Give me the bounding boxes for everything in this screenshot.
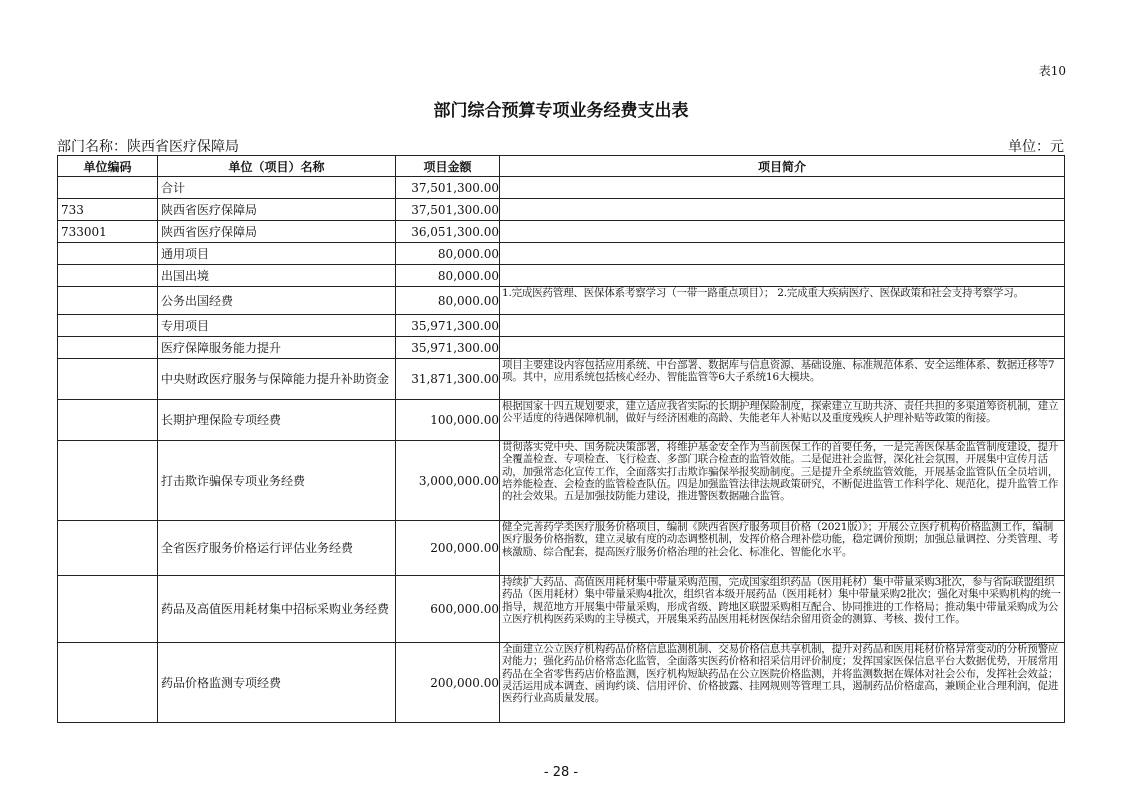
- table-row: [58, 315, 1065, 337]
- cell-name: 专用项目: [158, 315, 396, 337]
- header-description: 项目简介: [500, 156, 1065, 177]
- cell-description: 持续扩大药品、高值医用耗材集中带量采购范围，完成国家组织药品（医用耗材）集中带量采购3批次，参与省际联盟组织药品（医用耗材）集中带量采购4批次，组织省本级开展药品（医用耗材）集中带量采购2批次；强化对集中采购机构的统一指导，规范地方开展集中带量采购，形成省级、跨地区联盟采购相互配合、协同推进的工作格局；推动集中带量采购成为公立医疗机构医药采购的主导模式，开展集采药品医用耗材医保结余留用资金的测算、考核、拨付工作。: [500, 576, 1065, 643]
- department-label: 部门名称：陕西省医疗保障局: [57, 139, 239, 155]
- header-amount: 项目金额: [396, 156, 500, 177]
- cell-amount: 80,000.00: [396, 287, 500, 315]
- cell-name: 中央财政医疗服务与保障能力提升补助资金: [158, 359, 396, 400]
- cell-code: [58, 441, 158, 521]
- cell-name: 医疗保障服务能力提升: [158, 337, 396, 359]
- cell-description: 健全完善药学类医疗服务价格项目，编制《陕西省医疗服务项目价格（2021版）》；开展公立医疗机构价格监测工作，编制医疗服务价格指数，建立灵敏有度的动态调整机制，发挥价格合理补偿功能，稳定调价预期；加强总量调控、分类管理、考核激励、综合配套，提高医疗服务价格治理的社会化、标准化、智能化水平。: [500, 521, 1065, 576]
- cell-description: 1.完成医药管理、医保体系考察学习（一带一路重点项目）； 2.完成重大疾病医疗、医保政策和社会支持考察学习。: [500, 287, 1065, 315]
- table-number: 表10: [1038, 64, 1066, 78]
- cell-name: 陕西省医疗保障局: [158, 199, 396, 221]
- cell-description: [500, 337, 1065, 359]
- cell-amount: 80,000.00: [396, 243, 500, 265]
- table-row: [58, 576, 1065, 643]
- cell-amount: 200,000.00: [396, 521, 500, 576]
- table-row: [58, 243, 1065, 265]
- cell-description: [500, 243, 1065, 265]
- table-row: [58, 400, 1065, 441]
- cell-description: 贯彻落实党中央、国务院决策部署，将维护基金安全作为当前医保工作的首要任务，一是完善医保基金监管制度建设，提升全覆盖检查、专项检查、飞行检查、多部门联合检查的监管效能。二是促进社会监督，深化社会氛围，开展集中宣传月活动，加强常态化宣传工作，全面落实打击欺诈骗保举报奖励制度。三是提升全系统监管效能，开展基金监管队伍全员培训，培养能检查、会检查的监管检查队伍。四是加强监管法律法规政策研究，不断促进监管工作科学化、规范化，提升监管工作的社会效果。五是加强技防能力建设，推进警医数据融合监管。: [500, 441, 1065, 521]
- header-unit-code: 单位编码: [58, 156, 158, 177]
- cell-code: [58, 315, 158, 337]
- cell-name: 全省医疗服务价格运行评估业务经费: [158, 521, 396, 576]
- table-row: [58, 177, 1065, 199]
- cell-amount: 36,051,300.00: [396, 221, 500, 243]
- cell-code: [58, 287, 158, 315]
- budget-table: [57, 155, 1065, 723]
- cell-name: 打击欺诈骗保专项业务经费: [158, 441, 396, 521]
- cell-code: 733: [58, 199, 158, 221]
- cell-name: 药品价格监测专项经费: [158, 643, 396, 723]
- table-row: [58, 337, 1065, 359]
- table-row: [58, 521, 1065, 576]
- cell-code: [58, 265, 158, 287]
- cell-description: 根据国家十四五规划要求，建立适应我省实际的长期护理保险制度，探索建立互助共济、责任共担的多渠道筹资机制，建立公平适度的待遇保障机制，做好与经济困难的高龄、失能老年人补贴以及重度残疾人护理补贴等政策的衔接。: [500, 400, 1065, 441]
- table-header-row: [58, 156, 1065, 177]
- cell-description: [500, 177, 1065, 199]
- cell-name: 出国出境: [158, 265, 396, 287]
- cell-amount: 35,971,300.00: [396, 315, 500, 337]
- cell-name: 药品及高值医用耗材集中招标采购业务经费: [158, 576, 396, 643]
- cell-code: [58, 359, 158, 400]
- table-row: [58, 359, 1065, 400]
- cell-name: 通用项目: [158, 243, 396, 265]
- cell-name: 长期护理保险专项经费: [158, 400, 396, 441]
- cell-name: 合计: [158, 177, 396, 199]
- cell-description: [500, 265, 1065, 287]
- cell-code: [58, 643, 158, 723]
- cell-amount: 600,000.00: [396, 576, 500, 643]
- cell-code: [58, 177, 158, 199]
- cell-code: 733001: [58, 221, 158, 243]
- table-row: [58, 643, 1065, 723]
- cell-amount: 37,501,300.00: [396, 177, 500, 199]
- cell-amount: 80,000.00: [396, 265, 500, 287]
- cell-name: 陕西省医疗保障局: [158, 221, 396, 243]
- cell-code: [58, 337, 158, 359]
- cell-code: [58, 243, 158, 265]
- table-row: [58, 221, 1065, 243]
- table-row: [58, 287, 1065, 315]
- cell-amount: 35,971,300.00: [396, 337, 500, 359]
- table-row: [58, 265, 1065, 287]
- cell-amount: 3,000,000.00: [396, 441, 500, 521]
- cell-amount: 31,871,300.00: [396, 359, 500, 400]
- cell-amount: 100,000.00: [396, 400, 500, 441]
- unit-label: 单位：元: [1008, 139, 1064, 155]
- cell-code: [58, 576, 158, 643]
- cell-code: [58, 521, 158, 576]
- cell-code: [58, 400, 158, 441]
- cell-description: 全面建立公立医疗机构药品价格信息监测机制、交易价格信息共享机制，提升对药品和医用耗材价格异常变动的分析预警应对能力；强化药品价格常态化监管，全面落实医药价格和招采信用评价制度；发挥国家医保信息平台大数据优势，开展常用药品在全省零售药店价格监测，医疗机构短缺药品在公立医院价格监测，并将监测数据在媒体对社会公布，发挥社会效益；灵活运用成本调查、函询约谈、信用评价、价格披露、挂网规则等管理工具，遏制药品价格虚高，兼顾企业合理利润，促进医药行业高质量发展。: [500, 643, 1065, 723]
- page-number: - 28 -: [543, 765, 579, 780]
- cell-amount: 37,501,300.00: [396, 199, 500, 221]
- cell-amount: 200,000.00: [396, 643, 500, 723]
- cell-description: 项目主要建设内容包括应用系统、中台部署、数据库与信息资源、基础设施、标准规范体系、安全运维体系、数据迁移等7项。其中，应用系统包括核心经办、智能监管等6大子系统16大模块。: [500, 359, 1065, 400]
- header-unit-name: 单位（项目）名称: [158, 156, 396, 177]
- cell-description: [500, 199, 1065, 221]
- cell-description: [500, 315, 1065, 337]
- page-title: 部门综合预算专项业务经费支出表: [433, 101, 689, 121]
- table-row: [58, 441, 1065, 521]
- table-row: [58, 199, 1065, 221]
- cell-description: [500, 221, 1065, 243]
- cell-name: 公务出国经费: [158, 287, 396, 315]
